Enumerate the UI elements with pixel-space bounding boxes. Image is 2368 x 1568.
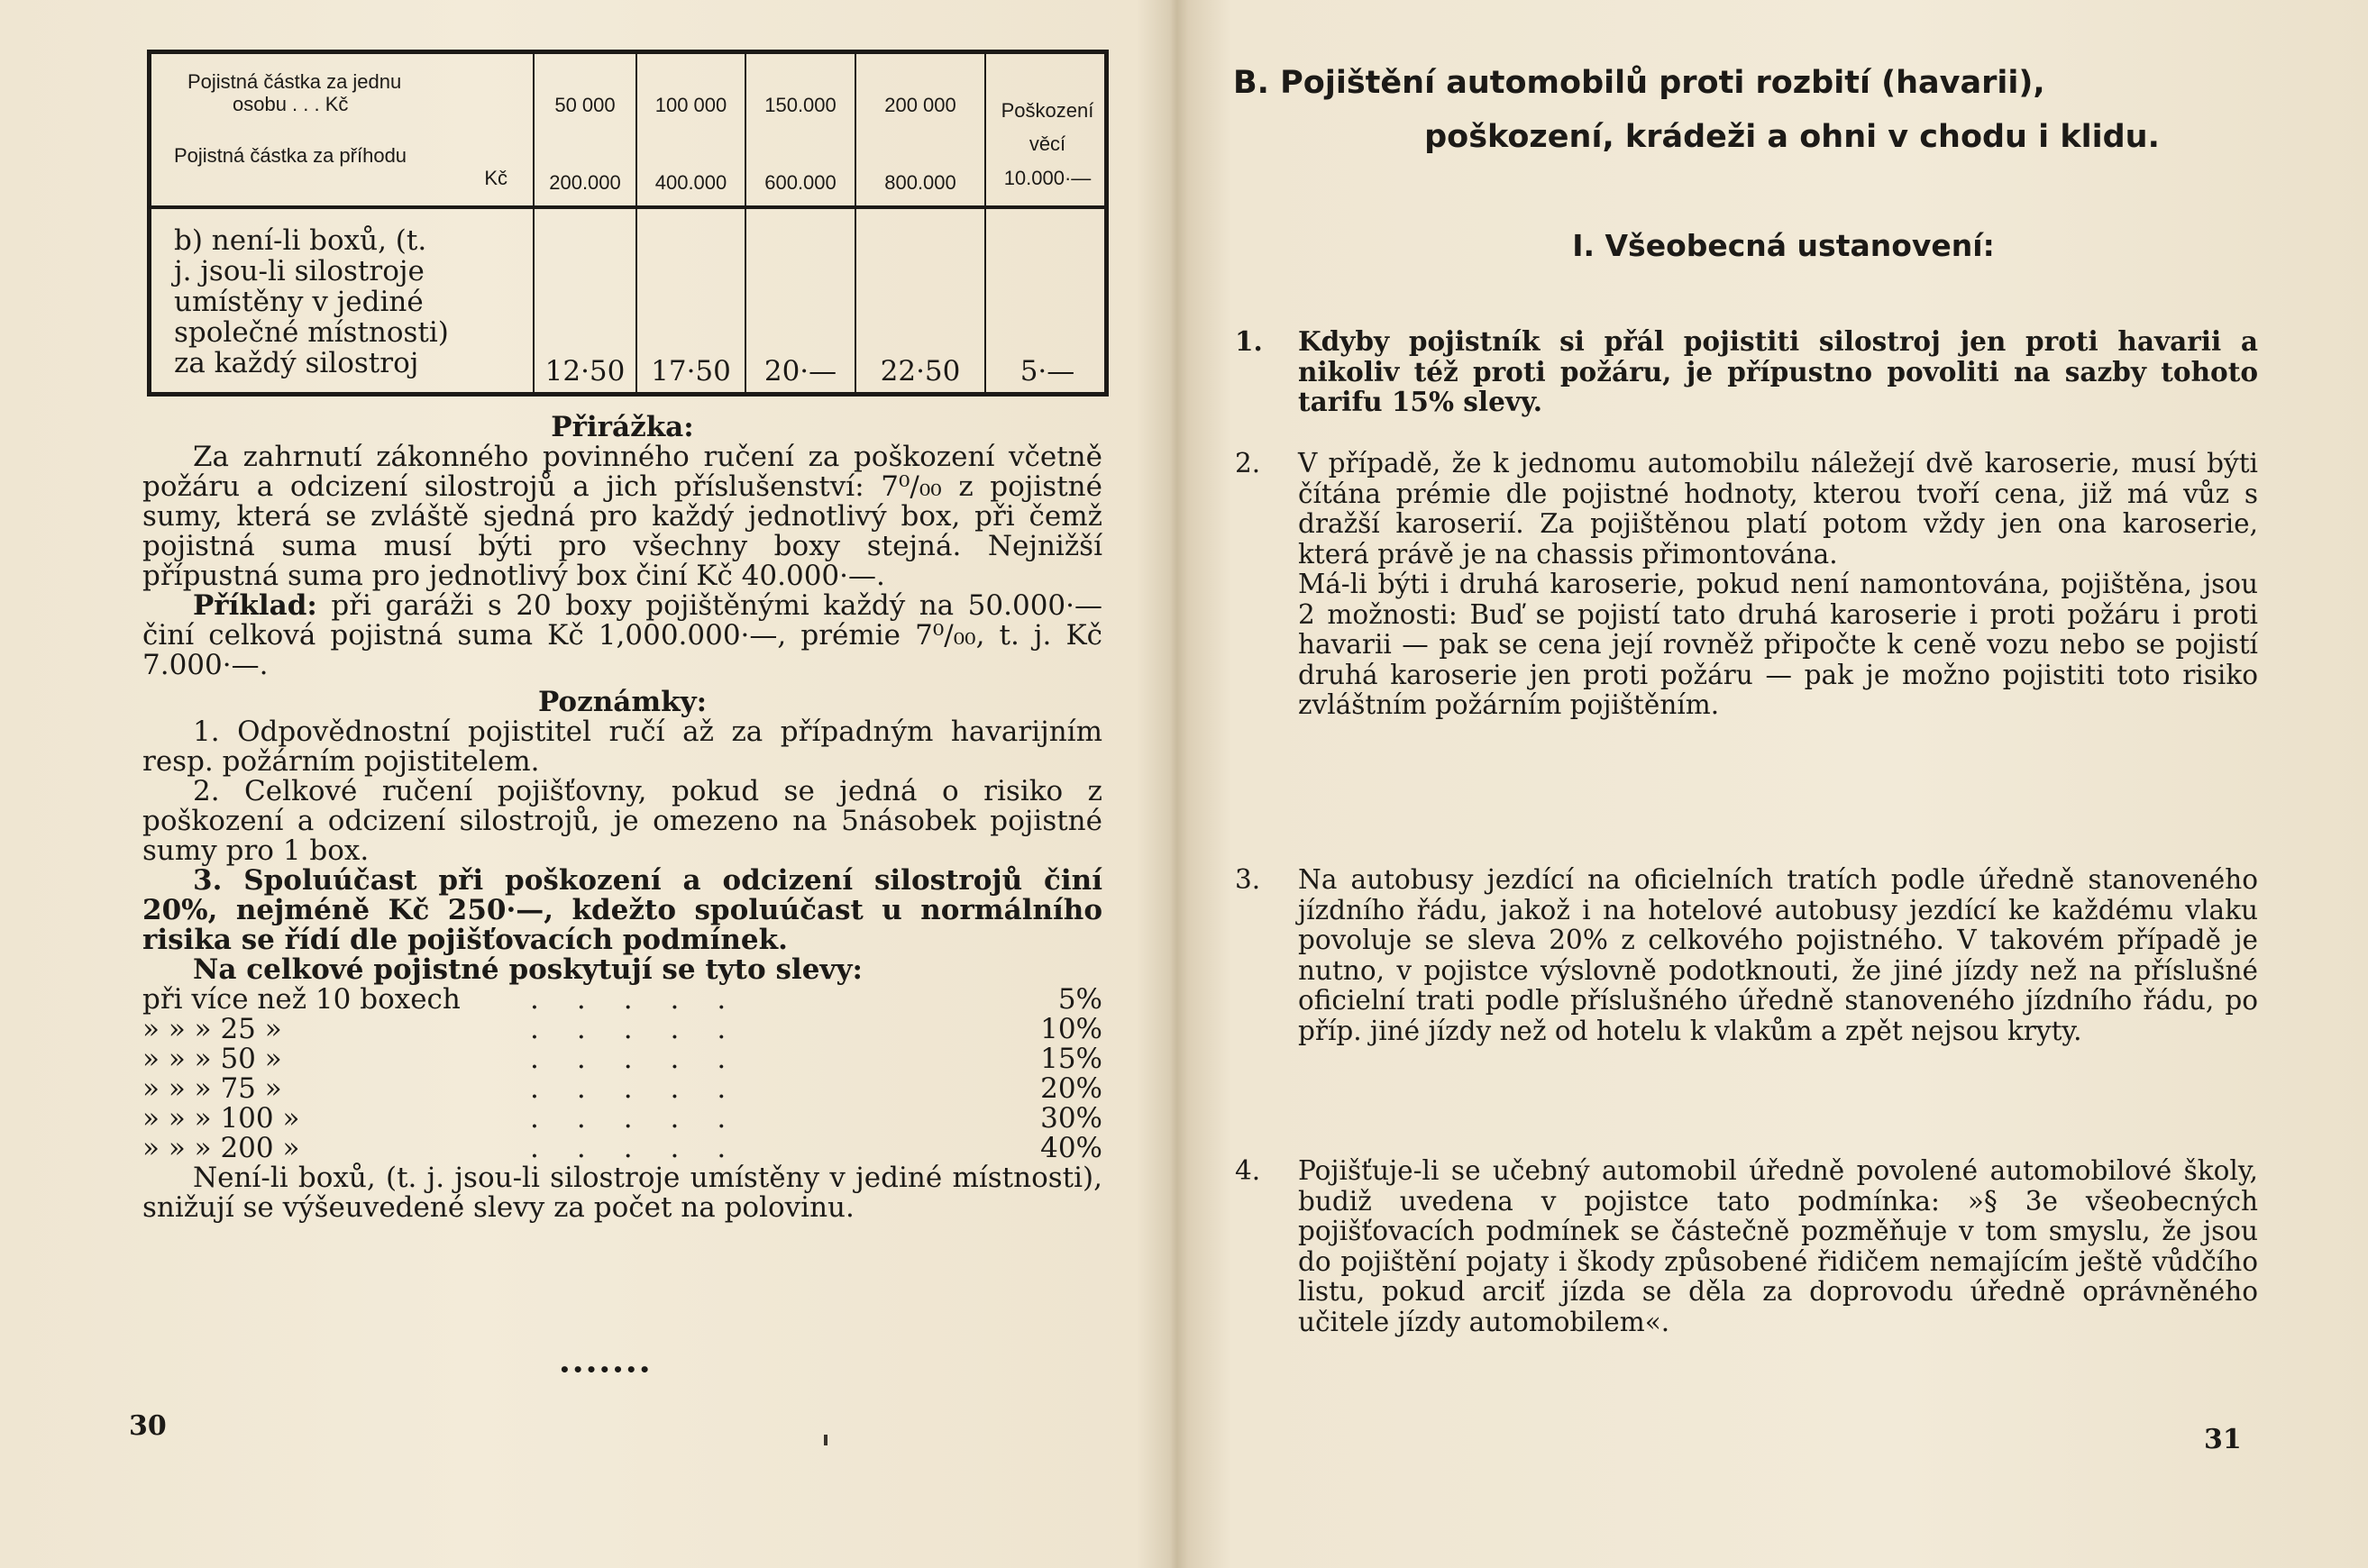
left-page: [0, 0, 1163, 1568]
item-number: 3.: [1235, 864, 1261, 895]
row2-label-line: Pojistná částka za příhodu: [174, 144, 407, 167]
discount-value: 5%: [1057, 983, 1102, 1016]
row1-label-line: Pojistná částka za jednu: [187, 70, 402, 93]
discount-value: 40%: [1040, 1132, 1102, 1164]
discount-label: » » » 50 »: [142, 1043, 282, 1075]
row-b-line: umístěny v jediné: [174, 286, 424, 319]
table-cell: 150.000: [764, 94, 837, 116]
leader-dots: .....: [530, 1102, 764, 1135]
ornament: •••••••: [559, 1359, 653, 1381]
item-number: 1.: [1235, 325, 1263, 357]
row-b-line: b) není-li boxů, (t.: [174, 224, 427, 257]
table-cell: 200 000: [884, 94, 956, 116]
row1-label: [187, 70, 512, 116]
row-b-line: za každý silostroj: [174, 347, 419, 380]
table-cell: 400.000: [654, 171, 727, 194]
note-1: 1. Odpovědnostní pojistitel ručí až za případným havarijním resp. požárním pojistitelem.: [142, 716, 1102, 778]
table-cell: 600.000: [764, 171, 837, 194]
discount-label: » » » 200 »: [142, 1132, 300, 1164]
poznamky-heading: Poznámky:: [537, 686, 708, 718]
row-b-line: společné místnosti): [174, 316, 449, 350]
item-paragraph: Má-li býti i druhá karoserie, pokud není namontována, pojištěna, jsou 2 možnosti: Buď se pojistí tato druhá karoserie i proti požáru i proti havarii — pak se cena její rovněž připočte k ceně vozu nebo se pojistí druhá karoserie jen proti požáru — pak je možno pojistiti toto risiko zvláštním požárním pojištěním.: [1298, 569, 2258, 720]
print-mark: [824, 1435, 827, 1445]
discount-value: 10%: [1040, 1013, 1102, 1045]
leader-dots: .....: [530, 983, 764, 1016]
chapter-title-line: B. Pojištění automobilů proti rozbití (havarii),: [1233, 65, 2045, 101]
item-paragraph: V případě, že k jednomu automobilu náležejí dvě karoserie, musí býti čítána prémie dle pojistné hodnoty, kterou tvoří cena, již má vůz s dražší karoserií. Za pojištěnou platí potom vždy jen ona karoserie, která právě je na chassis přimontována.: [1298, 448, 2258, 570]
discount-label: » » » 75 »: [142, 1072, 282, 1105]
table-cell: 100 000: [654, 94, 727, 116]
damage-column-line: 10.000·—: [1003, 166, 1092, 189]
row-b-line: j. jsou-li silostroje: [174, 255, 425, 288]
item-number: 2.: [1235, 448, 1261, 479]
priklad-paragraph: [142, 591, 1102, 680]
discount-label: » » » 25 »: [142, 1013, 282, 1045]
right-page: [1199, 0, 2368, 1568]
table-cell: 17·50: [651, 355, 731, 387]
discount-row: [142, 1015, 1102, 1044]
leader-dots: .....: [530, 1132, 764, 1164]
leader-dots: .....: [530, 1043, 764, 1075]
damage-column-line: věcí: [1029, 132, 1066, 156]
table-cell: 5·—: [1019, 355, 1075, 387]
table-cell: 50 000: [554, 94, 616, 116]
priklad-label: Příklad:: [193, 589, 317, 622]
left-body: [142, 413, 1102, 1223]
chapter-title: [1233, 56, 2351, 164]
damage-column: [986, 99, 1109, 189]
premium-table: [147, 50, 1109, 397]
table-cell: 800.000: [884, 171, 956, 194]
prirazka-heading: Přirážka:: [551, 411, 694, 443]
discount-label: při více než 10 boxech: [142, 983, 461, 1016]
item-text: Kdyby pojistník si přál pojistiti silostroj jen proti havarii a nikoliv též proti požáru, je přípustno povoliti na sazby tohoto tarifu 15% slevy.: [1298, 325, 2258, 417]
row2-label-line: Kč: [484, 167, 507, 190]
note-3: 3. Spoluúčast při poškození a odcizení silostrojů činí 20%, nejméně Kč 250·—, kdežto spoluúčast u normálního risika se řídí dle pojišťovacích podmínek.: [142, 864, 1102, 956]
row-b-label: [174, 225, 530, 378]
row2-label: [174, 144, 507, 190]
chapter-title-line: poškození, krádeži a ohni v chodu i klidu.: [1424, 119, 2160, 155]
leader-dots: .....: [530, 1072, 764, 1105]
leader-dots: .....: [530, 1013, 764, 1045]
note-2: 2. Celkové ručení pojišťovny, pokud se jedná o risiko z poškození a odcizení silostrojů, je omezeno na 5násobek pojistné sumy pro 1 box.: [142, 775, 1102, 867]
table-cell: 22·50: [880, 355, 961, 387]
discount-label: » » » 100 »: [142, 1102, 300, 1135]
discount-row: [142, 1104, 1102, 1134]
row1-label-line: osobu . . . Kč: [233, 93, 349, 116]
table-cell: 200.000: [549, 171, 621, 194]
discount-value: 30%: [1040, 1102, 1102, 1135]
discount-row: [142, 1134, 1102, 1163]
table-cell: 20·—: [763, 355, 837, 387]
discount-row: [142, 985, 1102, 1015]
item-text: [1298, 449, 2258, 721]
priklad-text: při garáži s 20 boxy pojištěnými každý na 50.000·— činí celková pojistná suma Kč 1,000.000·—, prémie 7⁰/₀₀, t. j. Kč 7.000·—.: [142, 589, 1102, 681]
discount-value: 20%: [1040, 1072, 1102, 1105]
item-text: Na autobusy jezdící na oficielních tratích podle úředně stanoveného jízdního řádu, jakož i na hotelové autobusy jezdící ke každému vlaku povoluje se sleva 20% z celkového pojistného. V takovém případě je nutno, v pojistce výslovně podotknouti, že jiné jízdy než na příslušné oficielní trati podle příslušného úředně stanoveného jízdního řádu, po příp. jiné jízdy než od hotelu k vlakům a zpět nejsou kryty.: [1298, 864, 2258, 1046]
prirazka-paragraph: Za zahrnutí zákonného povinného ručení za poškození včetně požáru a odcizení silostrojů a jich příslušenství: 7⁰/₀₀ z pojistné sumy, která se zvláště sjedná pro každý jednotlivý box, při čemž pojistná suma musí býti pro všechny boxy stejná. Nejnižší přípustná suma pro jednotlivý box činí Kč 40.000·—.: [142, 441, 1102, 592]
discount-row: [142, 1074, 1102, 1104]
item-text: Pojišťuje-li se učebný automobil úředně povolené automobilové školy, budiž uvedena v pojistce tato podmínka: »§ 3e všeobecných pojišťovacích podmínek se částečně pozměňuje v tom smyslu, že jsou do pojištění pojaty i škody způsobené řidičem nemajícím ještě vůdčího listu, pokud arciť jízda se děla za doprovodu úředně oprávněného učitele jízdy automobilem«.: [1298, 1155, 2258, 1337]
discount-value: 15%: [1040, 1043, 1102, 1075]
table-cell: 12·50: [544, 355, 626, 387]
page-number-right: 31: [2204, 1424, 2242, 1455]
discount-row: [142, 1044, 1102, 1074]
final-paragraph: Není-li boxů, (t. j. jsou-li silostroje umístěny v jediné místnosti), snižují se výšeuvedené slevy za počet na polovinu.: [142, 1162, 1102, 1224]
damage-column-line: Poškození: [1001, 99, 1094, 122]
section-title: I. Všeobecná ustanovení:: [1572, 228, 1995, 263]
page-number-left: 30: [129, 1410, 167, 1442]
item-number: 4.: [1235, 1155, 1261, 1186]
discount-intro: Na celkové pojistné poskytují se tyto slevy:: [193, 953, 863, 986]
